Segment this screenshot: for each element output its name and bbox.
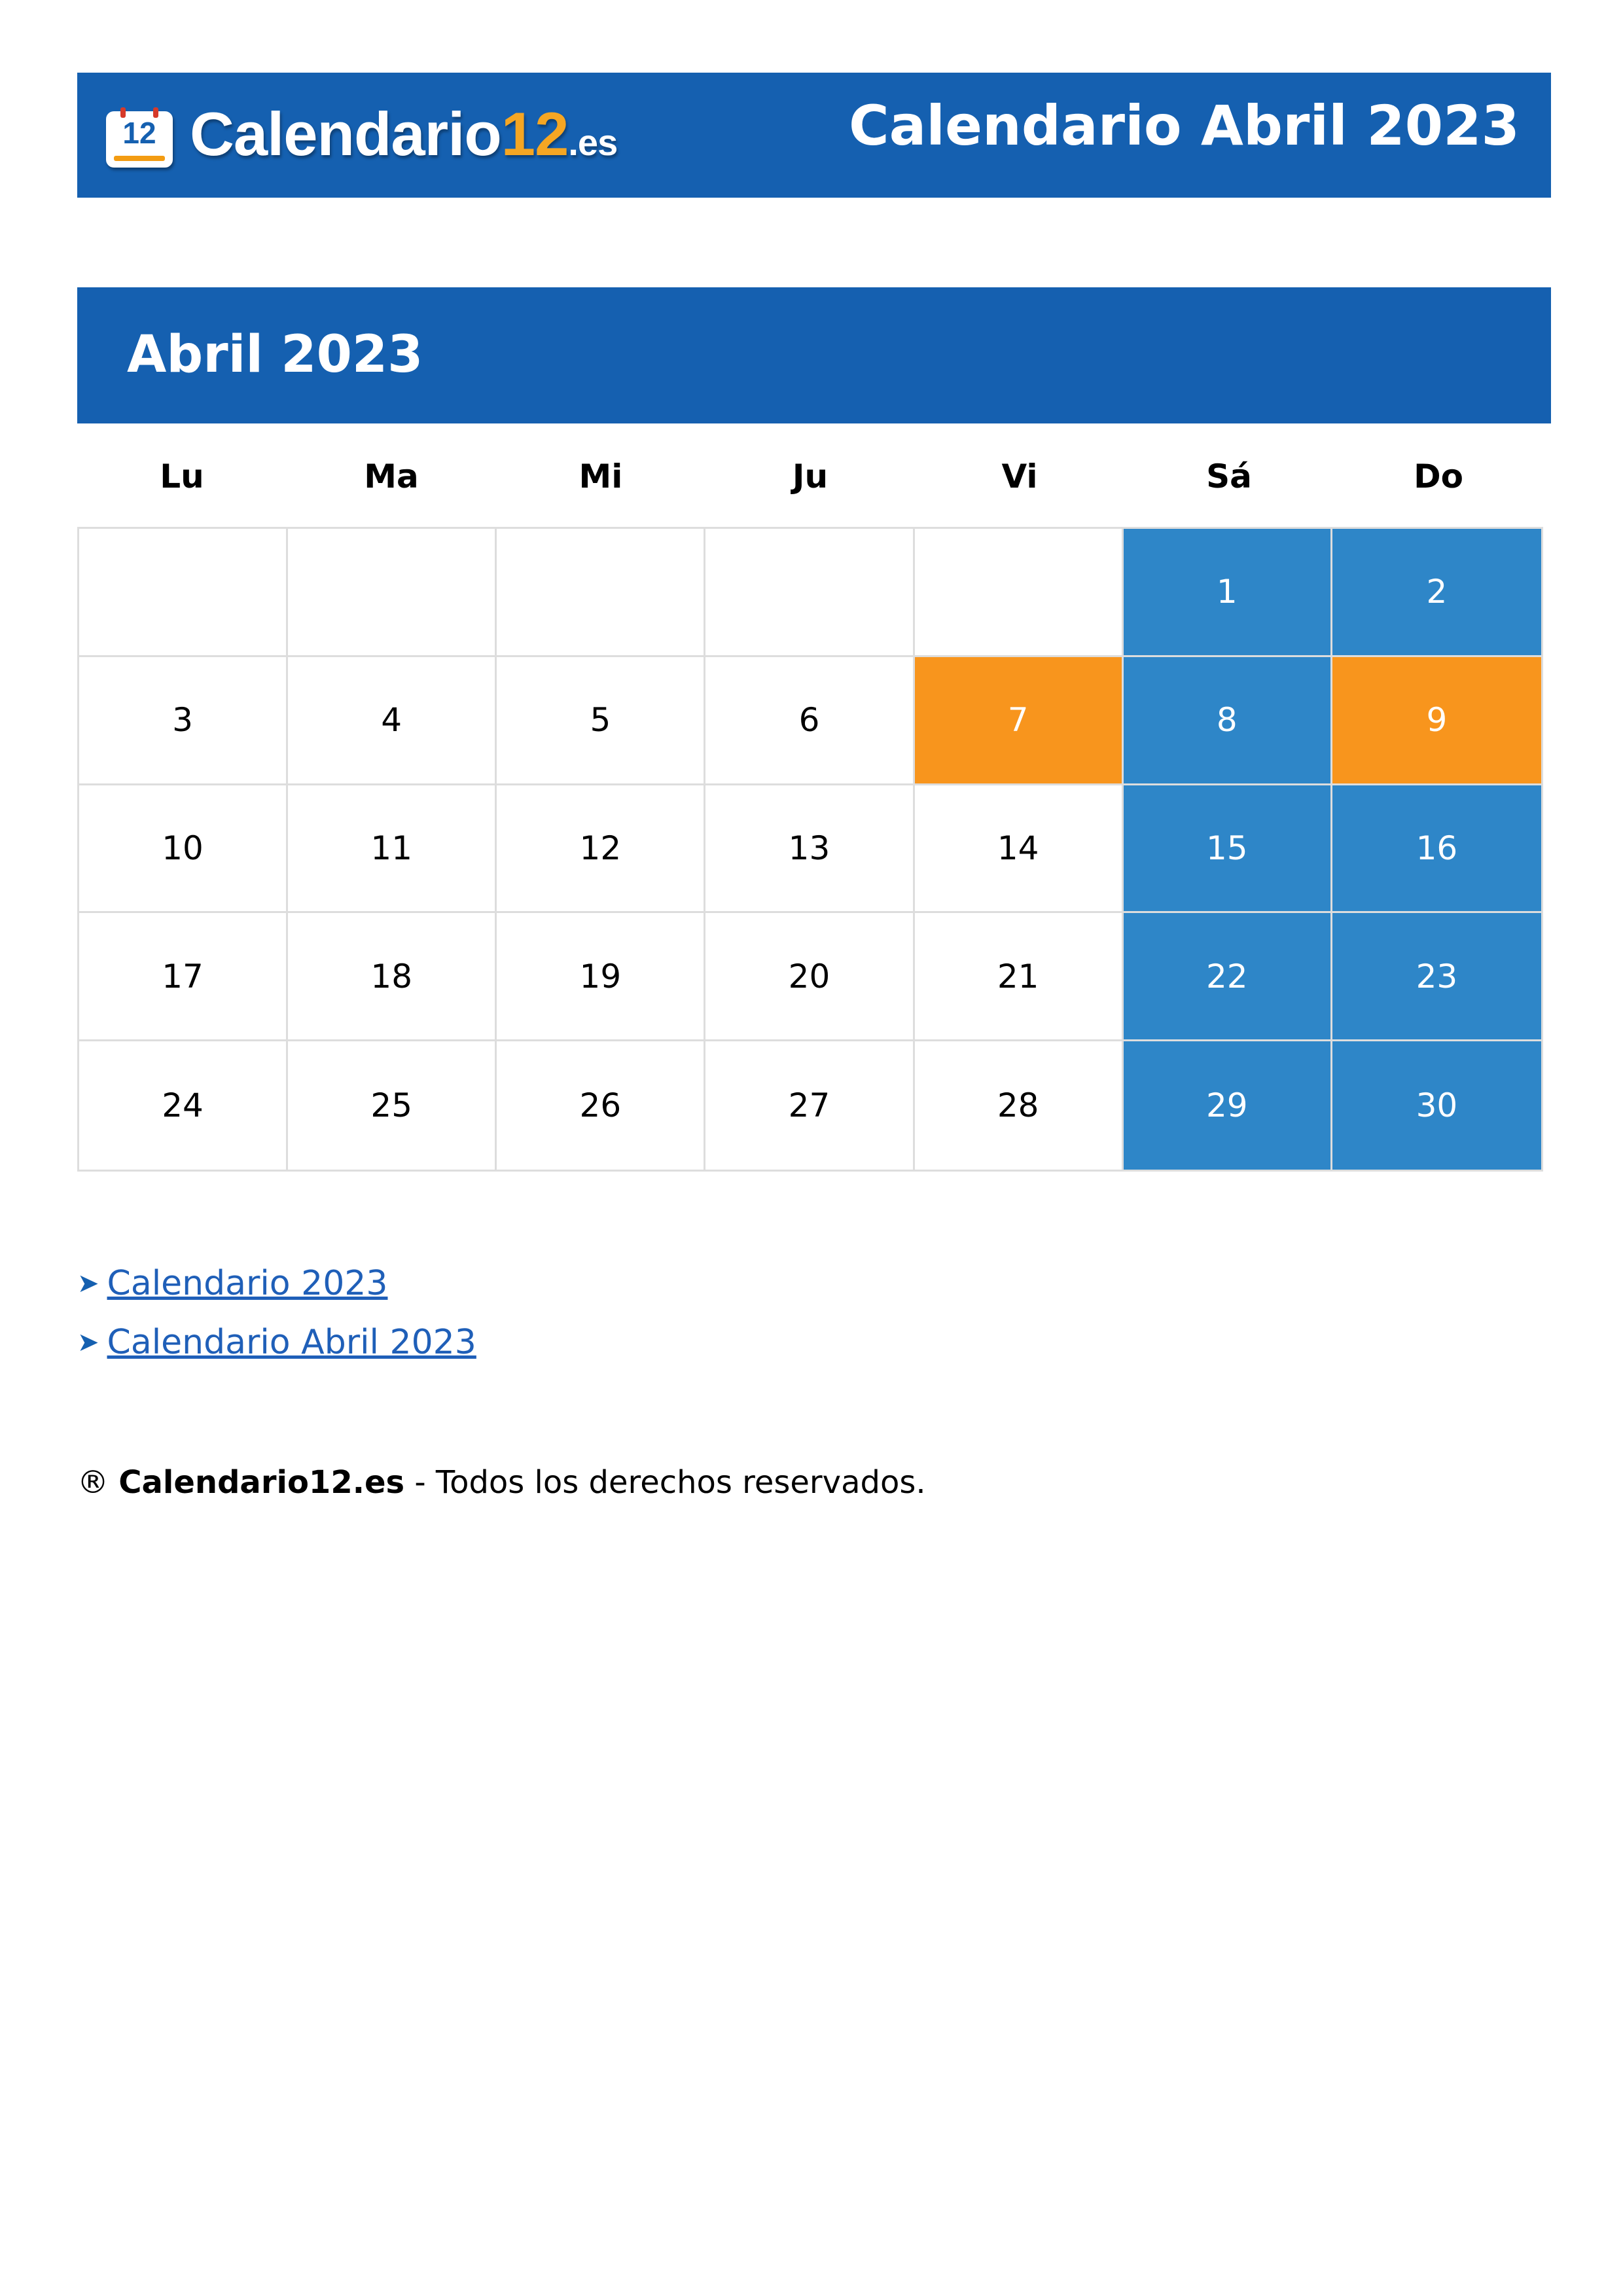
day-cell-5: 5	[497, 657, 705, 785]
weekday-label: Ju	[792, 457, 829, 495]
day-cell-21: 21	[915, 913, 1124, 1041]
day-cell-20: 20	[705, 913, 914, 1041]
day-cell-16: 16	[1332, 785, 1541, 914]
month-banner	[77, 287, 1551, 423]
weekday-label: Ma	[364, 457, 419, 495]
day-cell-25: 25	[288, 1041, 497, 1170]
related-links	[77, 1254, 476, 1372]
day-cell-15: 15	[1124, 785, 1332, 914]
page-title: Calendario Abril 2023	[848, 94, 1520, 158]
day-cell-11: 11	[288, 785, 497, 914]
day-cell-7: 7	[915, 657, 1124, 785]
arrow-right-icon: ➤	[77, 1327, 99, 1357]
weekday-label: Lu	[160, 457, 204, 495]
day-cell-24: 24	[79, 1041, 288, 1170]
weekday-header-row	[77, 452, 1543, 501]
arrow-right-icon: ➤	[77, 1268, 99, 1299]
empty-day-cell	[288, 529, 497, 657]
day-cell-17: 17	[79, 913, 288, 1041]
day-cell-10: 10	[79, 785, 288, 914]
day-cell-3: 3	[79, 657, 288, 785]
month-title: Abril 2023	[127, 325, 423, 384]
day-cell-2: 2	[1332, 529, 1541, 657]
calendar-grid	[77, 527, 1543, 1172]
link-item	[77, 1313, 476, 1372]
day-cell-8: 8	[1124, 657, 1332, 785]
day-cell-9: 9	[1332, 657, 1541, 785]
day-cell-22: 22	[1124, 913, 1332, 1041]
day-cell-13: 13	[705, 785, 914, 914]
footer-text: - Todos los derechos reservados.	[404, 1464, 926, 1501]
weekday-label: Mi	[579, 457, 623, 495]
empty-day-cell	[497, 529, 705, 657]
link-calendario-2023[interactable]: Calendario 2023	[107, 1264, 388, 1303]
empty-day-cell	[705, 529, 914, 657]
weekday-label: Sá	[1206, 457, 1252, 495]
day-cell-12: 12	[497, 785, 705, 914]
day-cell-4: 4	[288, 657, 497, 785]
day-cell-30: 30	[1332, 1041, 1541, 1170]
site-header	[77, 73, 1551, 198]
day-cell-26: 26	[497, 1041, 705, 1170]
day-cell-27: 27	[705, 1041, 914, 1170]
day-cell-29: 29	[1124, 1041, 1332, 1170]
calendar-icon: 12	[105, 107, 174, 169]
day-cell-28: 28	[915, 1041, 1124, 1170]
weekday-label: Do	[1414, 457, 1463, 495]
site-logo[interactable]	[105, 99, 618, 171]
footer-brand: Calendario12.es	[118, 1464, 405, 1501]
link-calendario-abril-2023[interactable]: Calendario Abril 2023	[107, 1323, 476, 1362]
empty-day-cell	[79, 529, 288, 657]
footer-copyright	[77, 1460, 926, 1505]
link-item	[77, 1254, 476, 1313]
day-cell-14: 14	[915, 785, 1124, 914]
registered-symbol: ®	[77, 1464, 109, 1501]
weekday-label: Vi	[1001, 457, 1038, 495]
day-cell-1: 1	[1124, 529, 1332, 657]
day-cell-18: 18	[288, 913, 497, 1041]
day-cell-19: 19	[497, 913, 705, 1041]
logo-wordmark: Calendario12.es	[190, 99, 618, 168]
day-cell-23: 23	[1332, 913, 1541, 1041]
empty-day-cell	[915, 529, 1124, 657]
day-cell-6: 6	[705, 657, 914, 785]
